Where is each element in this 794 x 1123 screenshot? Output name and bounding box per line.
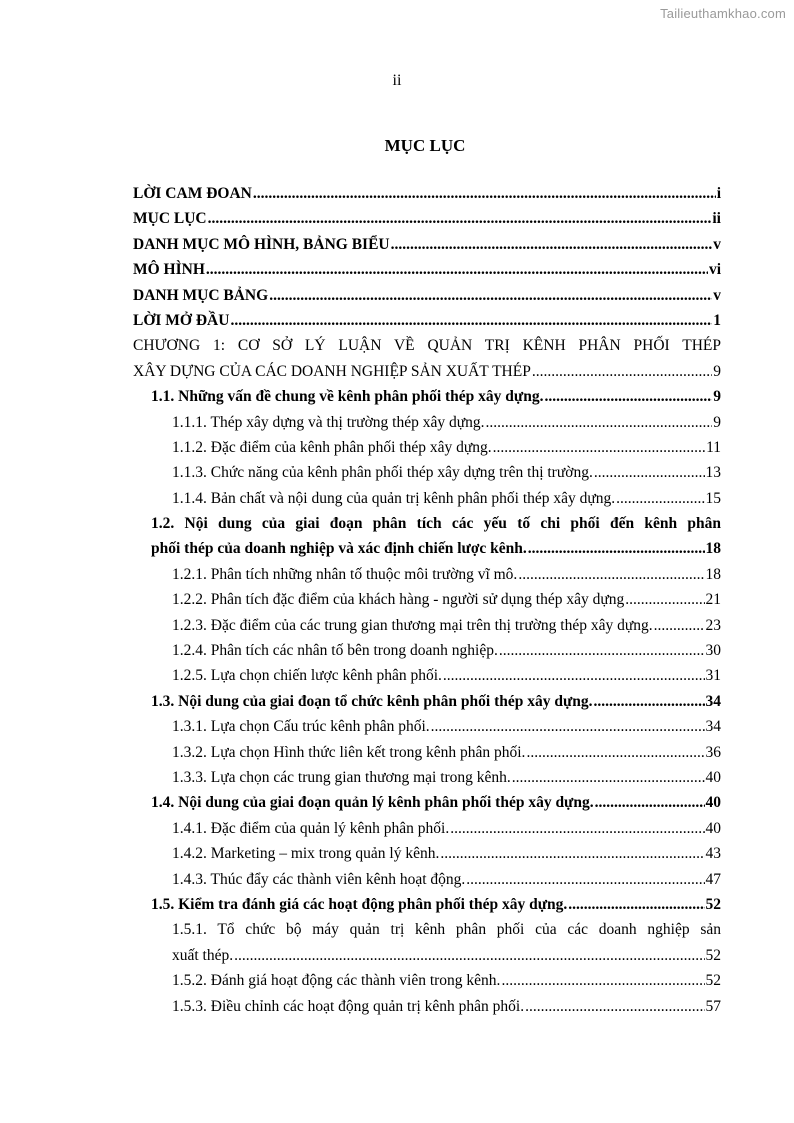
toc-entry-1-1-3[interactable] bbox=[133, 460, 721, 485]
dot-leader bbox=[526, 740, 704, 765]
toc-entry-page: 40 bbox=[705, 819, 721, 837]
toc-entry-1-2-2[interactable] bbox=[133, 587, 721, 612]
toc-entry-page: 34 bbox=[705, 692, 721, 710]
toc-entry-page: 34 bbox=[705, 718, 721, 736]
toc-entry-label: 1.4.3. Thúc đẩy các thành viên kênh hoạt động. bbox=[172, 870, 466, 888]
toc-entry-page: 43 bbox=[705, 845, 721, 863]
page-number: ii bbox=[392, 72, 402, 89]
dot-leader bbox=[253, 181, 716, 206]
toc-entry-label: 1.2.5. Lựa chọn chiến lược kênh phân phối. bbox=[172, 667, 442, 685]
toc-entry-chapter-1-line1[interactable]: CHƯƠNG 1: CƠ SỞ LÝ LUẬN VỀ QUẢN TRỊ KÊNH PHÂN PHỐI THÉP bbox=[133, 337, 721, 355]
toc-entry-1-5-3[interactable] bbox=[133, 994, 721, 1019]
toc-entry-label: 1.5.3. Điều chỉnh các hoạt động quản trị kênh phân phối. bbox=[172, 997, 525, 1015]
toc-entry-label: 1.4.1. Đặc điểm của quản lý kênh phân phối. bbox=[172, 819, 450, 837]
toc-entry-page: vi bbox=[708, 261, 721, 279]
dot-leader bbox=[625, 587, 704, 612]
toc-entry-danh-muc-mo-hinh[interactable] bbox=[133, 232, 721, 257]
toc-entry-1-5-2[interactable] bbox=[133, 968, 721, 993]
toc-entry-page: 52 bbox=[705, 972, 721, 990]
toc-entry-1-5[interactable] bbox=[133, 892, 721, 917]
dot-leader bbox=[595, 790, 705, 815]
dot-leader bbox=[206, 257, 708, 282]
toc-entry-page: 40 bbox=[705, 768, 721, 786]
dot-leader bbox=[568, 892, 704, 917]
toc-entry-label: xuất thép. bbox=[172, 946, 234, 964]
dot-leader bbox=[486, 410, 713, 435]
dot-leader bbox=[594, 460, 705, 485]
toc-entry-page: 15 bbox=[705, 489, 721, 507]
dot-leader bbox=[269, 283, 712, 308]
toc-entry-1-4-1[interactable] bbox=[133, 816, 721, 841]
toc-entry-1-4-2[interactable] bbox=[133, 841, 721, 866]
toc-entry-label: 1.3.3. Lựa chọn các trung gian thương mại trong kênh. bbox=[172, 768, 511, 786]
watermark: Tailieuthamkhao.com bbox=[660, 6, 786, 21]
toc-entry-label: 1.2.2. Phân tích đặc điểm của khách hàng - người sử dụng thép xây dựng bbox=[172, 591, 625, 609]
toc-entry-1-2[interactable] bbox=[133, 536, 721, 561]
toc-entry-1-1-1[interactable] bbox=[133, 410, 721, 435]
toc-entry-page: 11 bbox=[706, 438, 721, 456]
dot-leader bbox=[443, 663, 705, 688]
toc-entry-1-2-line1[interactable]: 1.2. Nội dung của giai đoạn phân tích các yếu tố chi phối đến kênh phân bbox=[151, 515, 721, 533]
dot-leader bbox=[518, 562, 704, 587]
toc-entry-1-4[interactable] bbox=[133, 790, 721, 815]
toc-entry-page: ii bbox=[712, 210, 721, 228]
toc-entry-1-3-2[interactable] bbox=[133, 740, 721, 765]
toc-entry-label: DANH MỤC MÔ HÌNH, BẢNG BIỂU bbox=[133, 235, 390, 253]
toc-entry-page: 30 bbox=[705, 642, 721, 660]
page-title: MỤC LỤC bbox=[384, 136, 466, 155]
dot-leader bbox=[431, 714, 705, 739]
toc-entry-page: 1 bbox=[713, 311, 721, 329]
dot-leader bbox=[440, 841, 704, 866]
toc-entry-label: 1.2.4. Phân tích các nhân tố bên trong doanh nghiệp. bbox=[172, 642, 498, 660]
toc-entry-label: 1.3.2. Lựa chọn Hình thức liên kết trong kênh phân phối. bbox=[172, 743, 526, 761]
toc-entry-1-2-1[interactable] bbox=[133, 562, 721, 587]
dot-leader bbox=[499, 638, 705, 663]
toc-entry-page: 52 bbox=[705, 895, 721, 913]
toc-entry-page: 36 bbox=[705, 743, 721, 761]
dot-leader bbox=[512, 765, 705, 790]
toc-entry-label: 1.4. Nội dung của giai đoạn quản lý kênh phân phối thép xây dựng. bbox=[151, 794, 594, 812]
toc-entry-label: DANH MỤC BẢNG bbox=[133, 286, 269, 304]
dot-leader bbox=[391, 232, 713, 257]
toc-entry-1-3[interactable] bbox=[133, 689, 721, 714]
toc-entry-page: 18 bbox=[705, 565, 721, 583]
toc-entry-page: 40 bbox=[705, 794, 721, 812]
toc-entry-label: 1.2.1. Phân tích những nhân tố thuộc môi trường vĩ mô. bbox=[172, 565, 518, 583]
toc-entry-label: 1.3.1. Lựa chọn Cấu trúc kênh phân phối. bbox=[172, 718, 430, 736]
table-of-contents bbox=[133, 181, 721, 1019]
toc-entry-page: 23 bbox=[705, 616, 721, 634]
toc-entry-page: i bbox=[716, 185, 721, 202]
dot-leader bbox=[501, 968, 704, 993]
dot-leader bbox=[528, 536, 705, 561]
toc-entry-label: 1.1.2. Đặc điểm của kênh phân phối thép xây dựng. bbox=[172, 438, 492, 456]
toc-entry-label: MÔ HÌNH bbox=[133, 261, 205, 279]
toc-entry-danh-muc-bang[interactable] bbox=[133, 283, 721, 308]
toc-entry-page: 21 bbox=[705, 591, 721, 609]
dot-leader bbox=[544, 384, 712, 409]
dot-leader bbox=[594, 689, 705, 714]
toc-entry-mo-hinh[interactable] bbox=[133, 257, 721, 282]
toc-entry-1-5-1[interactable] bbox=[133, 943, 721, 968]
toc-entry-page: 13 bbox=[705, 464, 721, 482]
toc-entry-loi-cam-doan[interactable] bbox=[133, 181, 721, 206]
toc-entry-page: 9 bbox=[713, 388, 721, 406]
toc-entry-1-2-4[interactable] bbox=[133, 638, 721, 663]
toc-entry-1-5-1-line1[interactable]: 1.5.1. Tổ chức bộ máy quản trị kênh phân phối của các doanh nghiệp sản bbox=[172, 921, 721, 939]
toc-entry-page: 47 bbox=[705, 870, 721, 888]
toc-entry-page: 31 bbox=[705, 667, 721, 685]
toc-entry-1-1-2[interactable] bbox=[133, 435, 721, 460]
toc-entry-1-1-4[interactable] bbox=[133, 486, 721, 511]
toc-entry-label: LỜI CAM ĐOAN bbox=[133, 185, 252, 202]
toc-entry-label: 1.1.3. Chức năng của kênh phân phối thép xây dựng trên thị trường. bbox=[172, 464, 593, 482]
toc-entry-page: v bbox=[713, 286, 721, 304]
toc-entry-label: phối thép của doanh nghiệp và xác định chiến lược kênh. bbox=[151, 540, 527, 558]
dot-leader bbox=[493, 435, 705, 460]
toc-entry-page: 57 bbox=[705, 997, 721, 1015]
toc-entry-page: 52 bbox=[705, 946, 721, 964]
dot-leader bbox=[208, 206, 712, 231]
toc-entry-chapter-1[interactable] bbox=[133, 359, 721, 384]
dot-leader bbox=[234, 943, 704, 968]
toc-entry-label: 1.1. Những vấn đề chung về kênh phân phối thép xây dựng. bbox=[151, 388, 544, 406]
toc-entry-1-1[interactable] bbox=[133, 384, 721, 409]
dot-leader bbox=[532, 359, 712, 384]
toc-entry-label: 1.2.3. Đặc điểm của các trung gian thương mại trên thị trường thép xây dựng. bbox=[172, 616, 653, 634]
toc-entry-label: 1.1.4. Bản chất và nội dung của quản trị kênh phân phối thép xây dựng. bbox=[172, 489, 616, 507]
toc-entry-1-2-5[interactable] bbox=[133, 663, 721, 688]
toc-entry-label: 1.1.1. Thép xây dựng và thị trường thép xây dựng. bbox=[172, 413, 485, 431]
toc-entry-label: MỤC LỤC bbox=[133, 210, 207, 228]
toc-entry-label: LỜI MỞ ĐẦU bbox=[133, 311, 230, 329]
toc-entry-page: 9 bbox=[713, 413, 721, 431]
toc-entry-label: 1.5.2. Đánh giá hoạt động các thành viên trong kênh. bbox=[172, 972, 501, 990]
dot-leader bbox=[230, 308, 712, 333]
toc-entry-label: 1.3. Nội dung của giai đoạn tổ chức kênh phân phối thép xây dựng. bbox=[151, 692, 593, 710]
toc-entry-label: 1.5. Kiểm tra đánh giá các hoạt động phân phối thép xây dựng. bbox=[151, 895, 568, 913]
dot-leader bbox=[616, 486, 704, 511]
toc-entry-1-3-1[interactable] bbox=[133, 714, 721, 739]
dot-leader bbox=[450, 816, 704, 841]
toc-entry-label: 1.4.2. Marketing – mix trong quản lý kênh. bbox=[172, 845, 440, 863]
dot-leader bbox=[654, 613, 705, 638]
toc-entry-1-4-3[interactable] bbox=[133, 867, 721, 892]
toc-entry-1-2-3[interactable] bbox=[133, 613, 721, 638]
toc-entry-page: 18 bbox=[705, 540, 721, 558]
dot-leader bbox=[525, 994, 704, 1019]
toc-entry-page: v bbox=[713, 235, 721, 253]
toc-entry-label: XÂY DỰNG CỦA CÁC DOANH NGHIỆP SẢN XUẤT THÉP bbox=[133, 362, 531, 380]
toc-entry-page: 9 bbox=[713, 362, 721, 380]
toc-entry-loi-mo-dau[interactable] bbox=[133, 308, 721, 333]
toc-entry-1-3-3[interactable] bbox=[133, 765, 721, 790]
toc-entry-muc-luc[interactable] bbox=[133, 206, 721, 231]
dot-leader bbox=[466, 867, 704, 892]
